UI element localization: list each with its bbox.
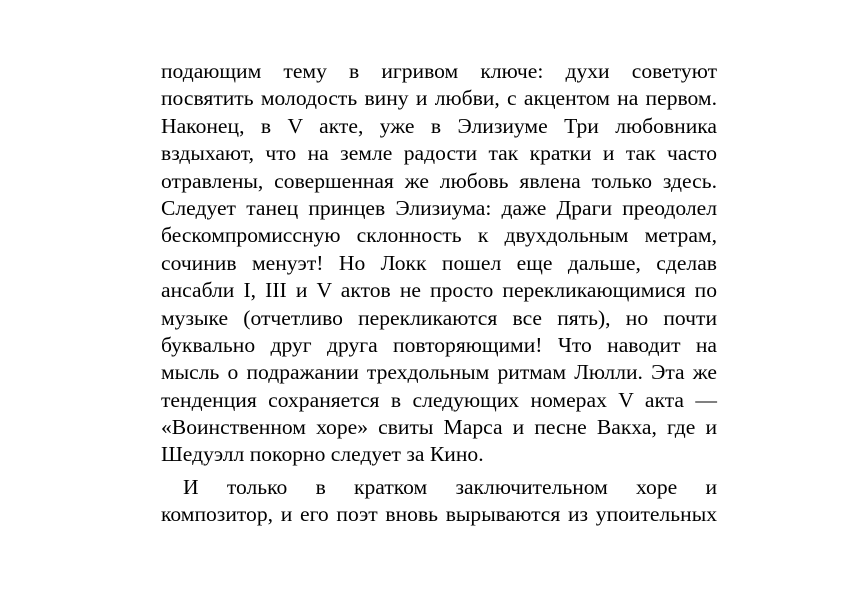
text-line: вздыхают, что на земле радости так кратки и так часто xyxy=(161,141,717,166)
text-line: Шедуэлл покорно следует за Кино. xyxy=(161,442,484,467)
paragraph-2 xyxy=(161,474,717,529)
text-line: композитор, и его поэт вновь вырываются из упоительных xyxy=(161,502,717,527)
paragraph-1 xyxy=(161,58,717,469)
text-line: И только в кратком заключительном хоре и xyxy=(183,474,717,499)
text-line: тенденция сохраняется в следующих номерах V акта — xyxy=(161,387,717,412)
text-line: Наконец, в V акте, уже в Элизиуме Три любовника xyxy=(161,113,717,138)
body-text xyxy=(161,58,717,529)
text-line: мысль о подражании трехдольным ритмам Люлли. Эта же xyxy=(161,360,717,385)
text-line: отравлены, совершенная же любовь явлена только здесь. xyxy=(161,168,717,193)
text-line: подающим тему в игривом ключе: духи советуют xyxy=(161,59,717,83)
text-line: музыке (отчетливо перекликаются все пять), но почти xyxy=(161,305,717,330)
text-line: бескомпромиссную склонность к двухдольным метрам, xyxy=(161,223,717,248)
text-line: «Воинственном хоре» свиты Марса и песне Вакха, где и xyxy=(161,415,717,440)
text-line: сочинив менуэт! Но Локк пошел еще дальше, сделав xyxy=(161,250,717,275)
text-line: буквально друг друга повторяющими! Что наводит на xyxy=(161,332,717,357)
text-line: ансабли I, III и V актов не просто перекликающимися по xyxy=(161,278,717,303)
text-line: посвятить молодость вину и любви, с акцентом на первом. xyxy=(161,86,717,111)
text-line: Следует танец принцев Элизиума: даже Драги преодолел xyxy=(161,195,717,220)
